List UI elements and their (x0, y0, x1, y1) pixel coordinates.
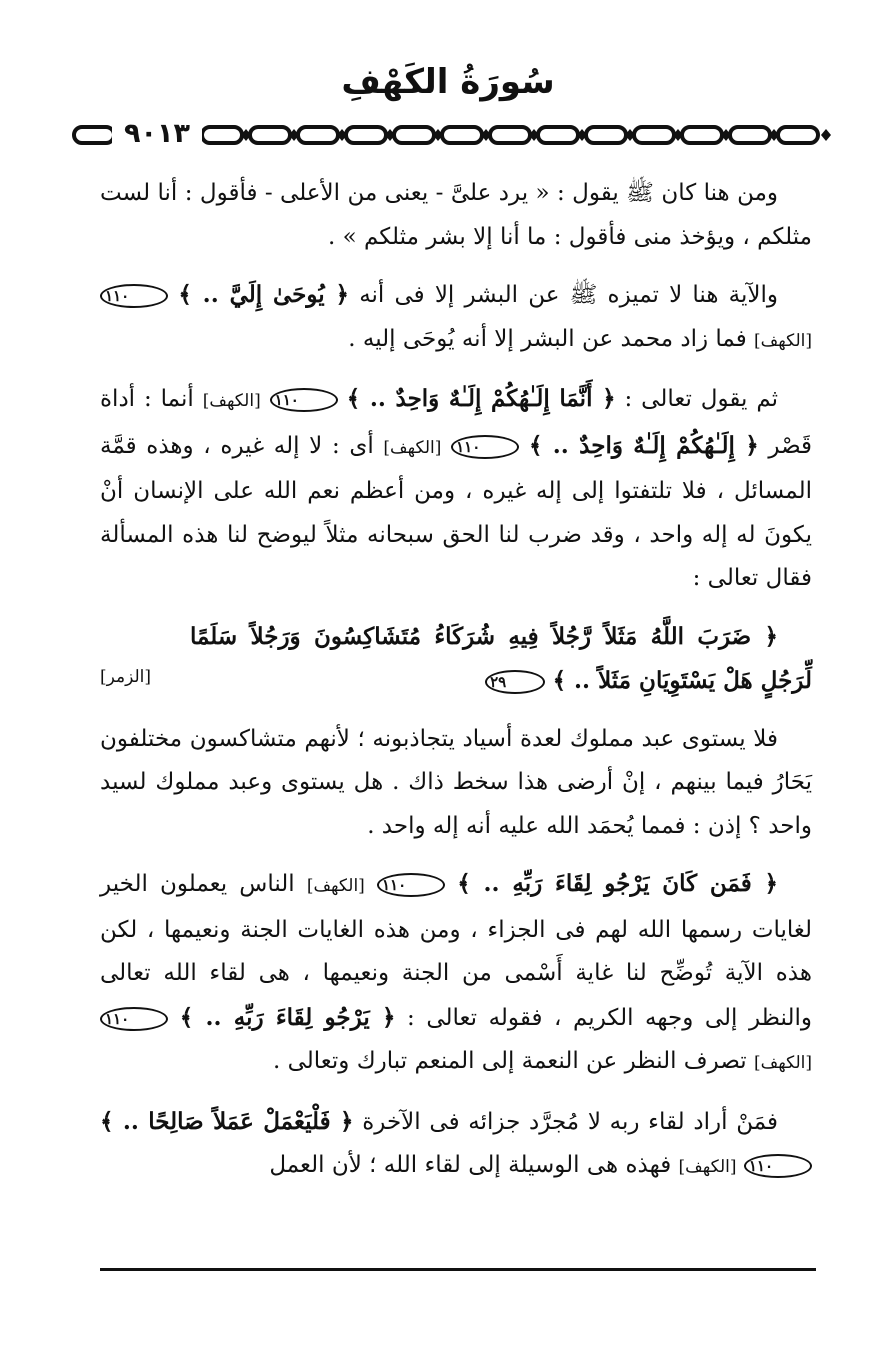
quran-quote: ﴿ ضَرَبَ اللَّهُ مَثَلاً رَّجُلاً فِيهِ شُرَكَاءُ مُتَشَاكِسُونَ وَرَجُلاً سَلَمًا لِّرَجُلٍ هَلْ يَسْتَوِيَانِ مَثَلاً .. ﴾ (190, 622, 812, 694)
verse-number: ١١٠ (100, 284, 168, 308)
surah-reference: [الكهف] (383, 437, 442, 458)
verse-number: ٢٩ (485, 670, 545, 694)
paragraph-6: فمَنْ أراد لقاء ربه لا مُجرَّد جزائه فى الآخرة ﴿ فَلْيَعْمَلْ عَمَلاً صَالِحًا .. ﴾ ١١٠ [الكهف] فهذه هى الوسيلة إلى لقاء الله ؛ لأن العمل (100, 1100, 812, 1190)
quran-quote: ﴿ فَمَن كَانَ يَرْجُو لِقَاءَ رَبِّهِ .. ﴾ (457, 870, 779, 897)
paragraph-3: ثم يقول تعالى : ﴿ أَنَّمَا إِلَـٰهُكُمْ إِلَـٰهٌ وَاحِدٌ .. ﴾ ١١٠ [الكهف] أنما : أداة قَصْر ﴿ إِلَـٰهُكُمْ إِلَـٰهٌ وَاحِدٌ .. ﴾ ١١٠ [الكهف] أى : لا إله غيره ، وهذه قمَّة المسائل ، فلا تلتفتوا إلى إله غيره ، ومن أعظم نعم الله على الإنسان أنْ يكونَ له إله واحد ، وقد ضرب لنا الحق سبحانه مثلاً ليوضح لنا هذه المسألة فقال تعالى : (100, 385, 813, 591)
verse-number: ١١٠ (270, 388, 338, 412)
quran-quote: ﴿ يُوحَىٰ إِلَيَّ .. ﴾ (178, 281, 350, 308)
surah-title: سُورَةُ الكَهْفِ (341, 62, 555, 102)
paragraph-1: ومن هنا كان ﷺ يقول : « يرد علىَّ - يعنى من الأعلى - فأقول : أنا لست مثلكم ، ويؤخذ منى فأقول : ما أنا إلا بشر مثلكم » . (100, 180, 812, 250)
verse-number: ١١٠ (451, 435, 519, 459)
surah-reference: [الكهف] (306, 876, 365, 896)
quran-quote: ﴿ فَلْيَعْمَلْ عَمَلاً صَالِحًا .. ﴾ (100, 1107, 354, 1135)
surah-reference: [الكهف] (202, 391, 261, 411)
quran-block-quote (100, 615, 812, 704)
quran-quote: ﴿ يَرْجُو لِقَاءَ رَبِّهِ .. ﴾ (179, 1003, 396, 1031)
paragraph-2: والآية هنا لا تميزه ﷺ عن البشر إلا فى أنه ﴿ يُوحَىٰ إِلَيَّ .. ﴾ ١١٠ [الكهف] فما زاد محمد عن البشر إلا أنه يُوحَى إليه . (100, 273, 812, 363)
page-body (100, 172, 812, 1190)
verse-number: ١١٠ (744, 1154, 812, 1178)
surah-reference: [الكهف] (678, 1157, 737, 1177)
paragraph-5: ﴿ فَمَن كَانَ يَرْجُو لِقَاءَ رَبِّهِ .. ﴾ ١١٠ [الكهف] الناس يعملون الخير لغايات رسمها الله لهم فى الجزاء ، ومن هذه الغايات الجنة ونعيمها ، لكن هذه الآية تُوضِّح لنا غاية أَسْمى من الجنة ونعيمها ، هى لقاء الله تعالى والنظر إلى وجهه الكريم ، فقوله تعالى : ﴿ يَرْجُو لِقَاءَ رَبِّهِ .. ﴾ ١١٠ [الكهف] تصرف النظر عن النعمة إلى المنعم تبارك وتعالى . (100, 870, 812, 1074)
paragraph-4: فلا يستوى عبد مملوك لعدة أسياد يتجاذبونه ؛ لأنهم متشاكسون مختلفون يَحَارُ فيما بينهم ، إنْ أرضى هذا سخط ذاك . هل يستوى وعبد مملوك لسيد واحد ؟ إذن : فمما يُحمَد الله عليه أنه إله واحد . (100, 725, 812, 839)
verse-number: ١١٠ (377, 873, 445, 897)
quran-quote: ﴿ أَنَّمَا إِلَـٰهُكُمْ إِلَـٰهٌ وَاحِدٌ .. ﴾ (346, 385, 616, 412)
verse-number: ١١٠ (100, 1007, 168, 1031)
page-number: ٩٠١٣ (112, 118, 202, 150)
surah-reference: [الكهف] (754, 1053, 812, 1073)
surah-reference: [الكهف] (754, 330, 812, 351)
surah-reference: [الزمر] (100, 667, 152, 687)
footer-rule (100, 1268, 816, 1271)
quran-quote: ﴿ إِلَـٰهُكُمْ إِلَـٰهٌ وَاحِدٌ .. ﴾ (528, 431, 759, 459)
